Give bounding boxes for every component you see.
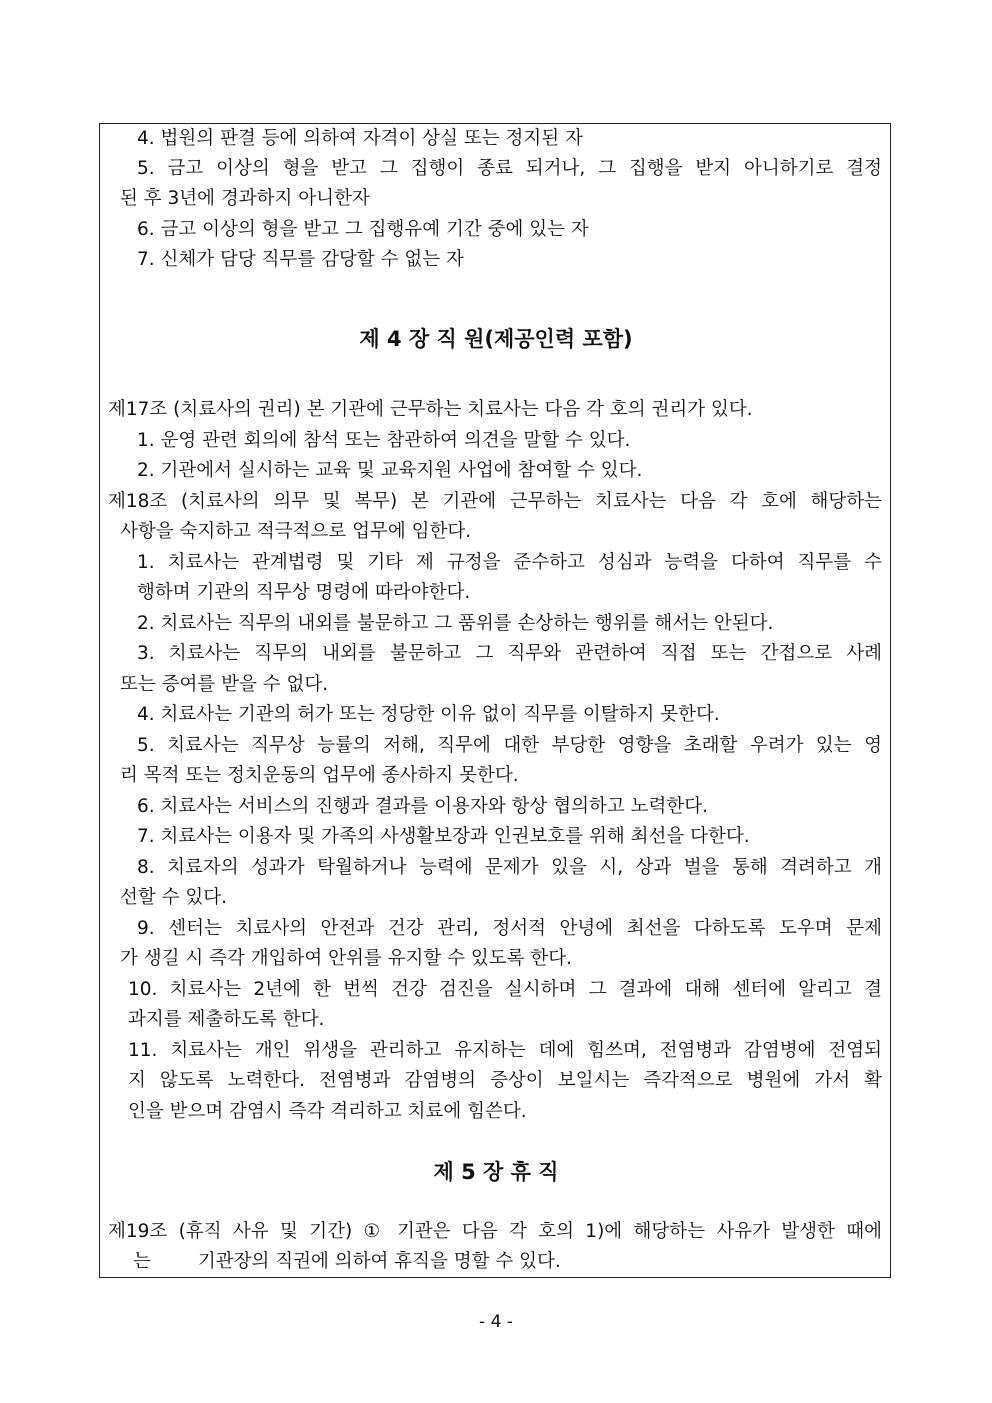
item-line: 11. 치료사는 개인 위생을 관리하고 유지하는 데에 힘쓰며, 전염병과 감염병에 전염되 xyxy=(128,1040,882,1061)
item-line: 6. 치료사는 서비스의 진행과 결과를 이용자와 항상 협의하고 노력한다. xyxy=(137,796,708,817)
item-line: 2. 기관에서 실시하는 교육 및 교육지원 사업에 참여할 수 있다. xyxy=(137,460,643,481)
item-line: 선할 수 있다. xyxy=(120,887,227,908)
item-line: 4. 치료사는 기관의 허가 또는 정당한 이유 없이 직무를 이탈하지 못한다. xyxy=(137,704,720,725)
item-line: 4. 법원의 판결 등에 의하여 자격이 상실 또는 정지된 자 xyxy=(137,128,583,149)
item-line: 리 목적 또는 정치운동의 업무에 종사하지 못한다. xyxy=(120,765,519,786)
item-line: 7. 신체가 담당 직무를 감당할 수 없는 자 xyxy=(137,249,464,270)
item-line: 8. 치료자의 성과가 탁월하거나 능력에 문제가 있을 시, 상과 벌을 통해 격려하고 개 xyxy=(137,857,882,878)
document-frame xyxy=(99,123,891,1278)
item-line: 또는 증여를 받을 수 없다. xyxy=(120,674,329,695)
item-line: 1. 운영 관련 회의에 참석 또는 참관하여 의견을 말할 수 있다. xyxy=(137,430,631,451)
page-number: - 4 - xyxy=(479,1312,513,1332)
article-line: 제19조 (휴직 사유 및 기간) ① 기관은 다음 각 호의 1)에 해당하는 사유가 발생한 때에 xyxy=(108,1221,882,1242)
item-line: 과지를 제출하도록 한다. xyxy=(128,1009,325,1030)
article-line: 제18조 (치료사의 의무 및 복무) 본 기관에 근무하는 치료사는 다음 각 호에 해당하는 xyxy=(108,491,882,512)
item-line: 2. 치료사는 직무의 내외를 불문하고 그 품위를 손상하는 행위를 해서는 안된다. xyxy=(137,613,774,634)
item-line: 1. 치료사는 관계법령 및 기타 제 규정을 준수하고 성심과 능력을 다하여 직무를 수 xyxy=(137,552,882,573)
item-line: 인을 받으며 감염시 즉각 격리하고 치료에 힘쓴다. xyxy=(128,1101,527,1122)
item-line: 5. 치료사는 직무상 능률의 저해, 직무에 대한 부당한 영향을 초래할 우려가 있는 영 xyxy=(137,735,882,756)
item-line: 가 생길 시 즉각 개입하여 안위를 유지할 수 있도록 한다. xyxy=(120,948,572,969)
item-line: 된 후 3년에 경과하지 아니한자 xyxy=(120,188,370,209)
item-line: 9. 센터는 치료사의 안전과 건강 관리, 정서적 안녕에 최선을 다하도록 도우며 문제 xyxy=(137,918,882,939)
chapter-4-heading: 제 4 장 직 원(제공인력 포함) xyxy=(359,327,633,351)
item-line: 10. 치료사는 2년에 한 번씩 건강 검진을 실시하며 그 결과에 대해 센터에 알리고 결 xyxy=(128,979,882,1000)
article-line: 는 기관장의 직권에 의하여 휴직을 명할 수 있다. xyxy=(133,1251,561,1272)
item-line: 6. 금고 이상의 형을 받고 그 집행유예 기간 중에 있는 자 xyxy=(137,219,589,240)
article-line: 사항을 숙지하고 적극적으로 업무에 임한다. xyxy=(120,521,472,542)
item-line: 지 않도록 노력한다. 전염병과 감염병의 증상이 보일시는 즉각적으로 병원에 가서 확 xyxy=(128,1070,882,1091)
article-line: 제17조 (치료사의 권리) 본 기관에 근무하는 치료사는 다음 각 호의 권리가 있다. xyxy=(108,399,753,420)
item-line: 5. 금고 이상의 형을 받고 그 집행이 종료 되거나, 그 집행을 받지 아니하기로 결정 xyxy=(137,158,882,179)
item-line: 7. 치료사는 이용자 및 가족의 사생활보장과 인권보호를 위해 최선을 다한다. xyxy=(137,826,750,847)
item-line: 행하며 기관의 직무상 명령에 따라야한다. xyxy=(137,582,471,603)
item-line: 3. 치료사는 직무의 내외를 불문하고 그 직무와 관련하여 직접 또는 간접으로 사례 xyxy=(137,643,882,664)
chapter-5-heading: 제 5 장 휴 직 xyxy=(433,1160,559,1184)
